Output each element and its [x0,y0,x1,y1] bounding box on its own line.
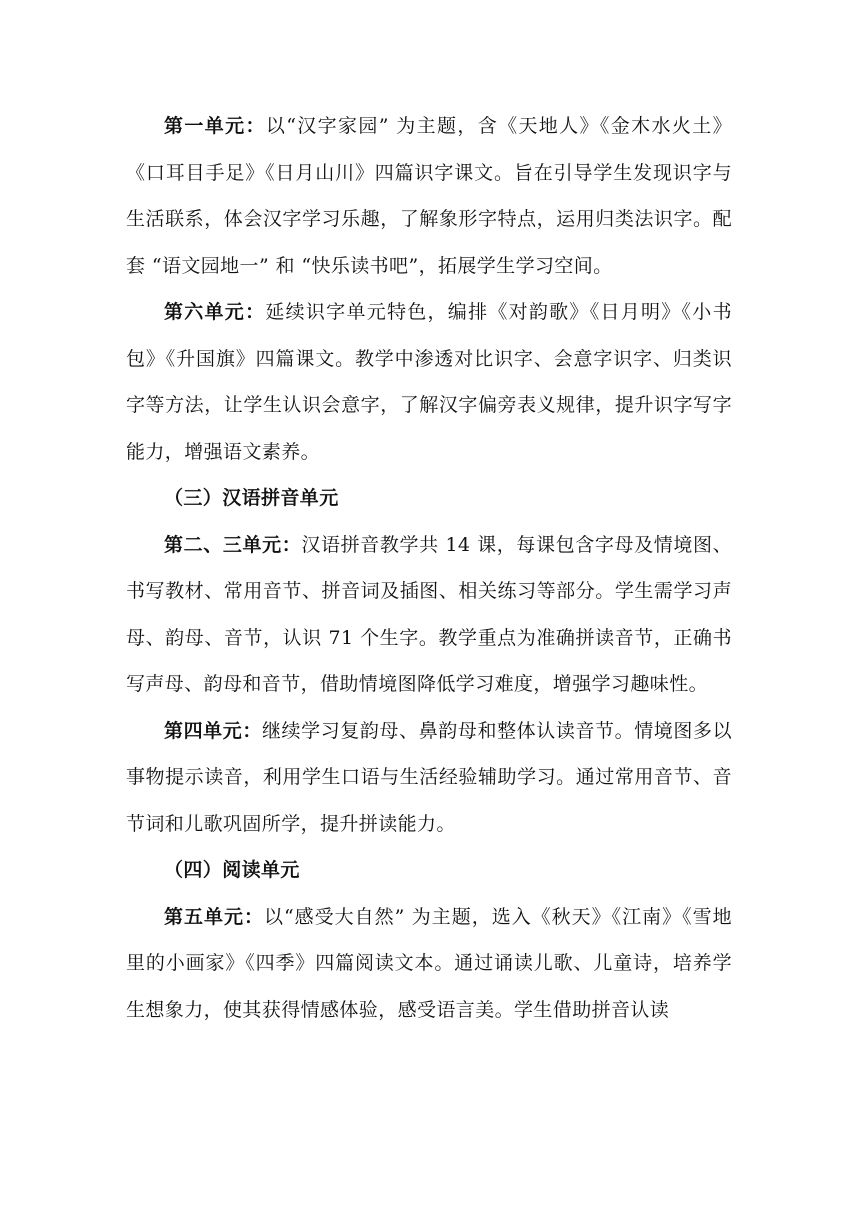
paragraph-text: 以“感受大自然” 为主题，选入《秋天》《江南》《雪地里的小画家》《四季》四篇阅读文本。通过诵读儿歌、儿童诗，培养学生想象力，使其获得情感体验，感受语言美。学生借助拼音认读 [126,905,732,1021]
section-heading-pinyin: （三）汉语拼音单元 [164,487,339,509]
paragraph-unit-six [126,289,732,475]
paragraph-unit-one [126,103,732,289]
document-body [126,103,732,1033]
section-heading-reading: （四）阅读单元 [164,859,300,881]
paragraph-unit-five [126,894,732,1034]
paragraph-label: 第六单元： [164,301,266,323]
paragraph-text: 继续学习复韵母、鼻韵母和整体认读音节。情境图多以事物提示读音，利用学生口语与生活经验辅助学习。通过常用音节、音节词和儿歌巩固所学，提升拼读能力。 [126,719,732,835]
paragraph-label: 第一单元： [164,115,266,137]
paragraph-label: 第二、三单元： [164,533,302,556]
paragraph-text: 以“汉字家园” 为主题，含《天地人》《金木水火土》《口耳目手足》《日月山川》四篇识字课文。旨在引导学生发现识字与生活联系，体会汉字学习乐趣，了解象形字特点，运用归类法识字。配套 “语文园地一” 和 “快乐读书吧”，拓展学生学习空间。 [126,115,732,277]
paragraph-unit-two-three [126,522,732,708]
paragraph-unit-four [126,708,732,848]
paragraph-text: 汉语拼音教学共 14 课，每课包含字母及情境图、书写教材、常用音节、拼音词及插图、相关练习等部分。学生需学习声母、韵母、音节，认识 71 个生字。教学重点为准确拼读音节，正确书写声母、韵母和音节，借助情境图降低学习难度，增强学习趣味性。 [126,533,732,695]
paragraph-text: 延续识字单元特色，编排《对韵歌》《日月明》《小书包》《升国旗》四篇课文。教学中渗透对比识字、会意字识字、归类识字等方法，让学生认识会意字，了解汉字偏旁表义规律，提升识字写字能力，增强语文素养。 [126,301,732,463]
paragraph-label: 第四单元： [164,719,262,742]
paragraph-label: 第五单元： [164,905,264,928]
